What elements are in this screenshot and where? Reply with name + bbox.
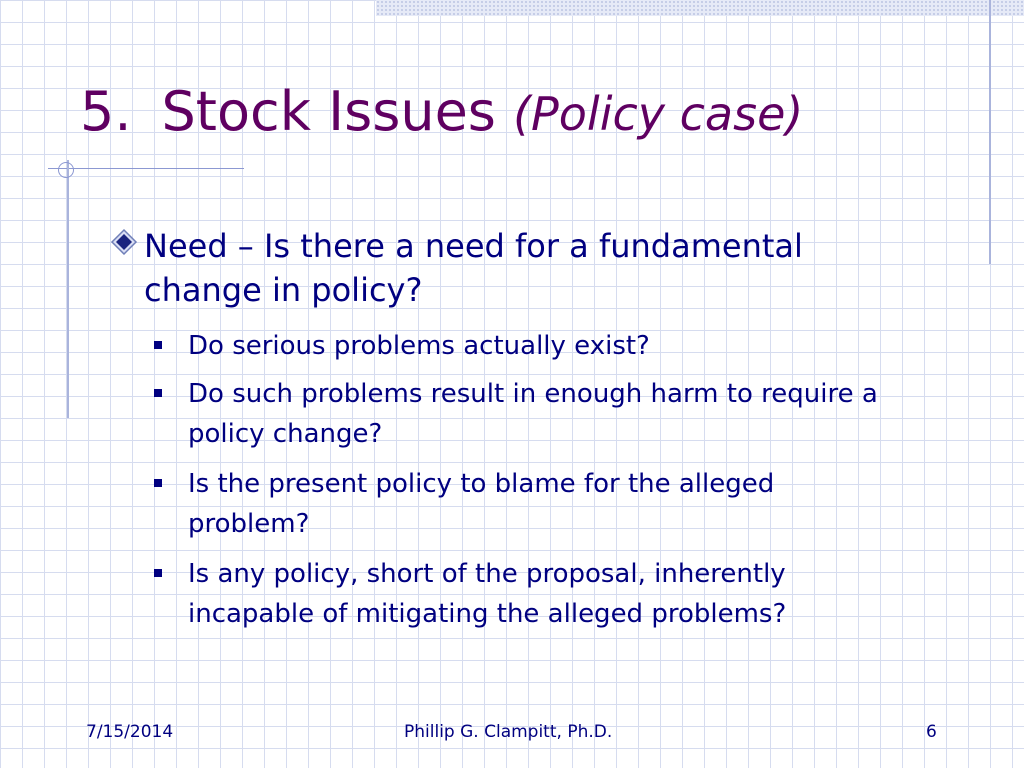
footer-page-number: 6 — [926, 722, 937, 742]
bullet-level2-text: Do such problems result in enough harm to require a policy change? — [188, 379, 878, 449]
bullet-level2-text: Is the present policy to blame for the alleged problem? — [188, 469, 775, 539]
title-number: 5. — [80, 80, 132, 143]
square-bullet-icon — [154, 389, 162, 397]
square-bullet-icon — [154, 479, 162, 487]
footer-date: 7/15/2014 — [86, 722, 174, 742]
bullet-level2-item — [154, 374, 884, 454]
square-bullet-icon — [154, 341, 162, 349]
decorative-crosshair-icon — [58, 162, 74, 178]
bullet-level2-item — [154, 554, 884, 634]
bullet-level2-text: Do serious problems actually exist? — [188, 331, 650, 361]
decorative-vertical-line-left — [67, 160, 69, 418]
decorative-title-underline — [48, 168, 244, 169]
diamond-bullet-icon — [104, 224, 144, 264]
decorative-vertical-line-right — [989, 0, 991, 264]
bullet-level1 — [104, 224, 904, 312]
square-bullet-icon — [154, 569, 162, 577]
slide-title — [80, 80, 803, 145]
bullet-level2-item — [154, 326, 884, 366]
decorative-top-band — [376, 0, 1024, 16]
title-subtitle: (Policy case) — [513, 87, 804, 141]
bullet-level2-item — [154, 464, 884, 544]
footer-author: Phillip G. Clampitt, Ph.D. — [404, 722, 613, 742]
bullet-level2-text: Is any policy, short of the proposal, inherently incapable of mitigating the alleged problems? — [188, 559, 787, 629]
title-main: Stock Issues — [161, 80, 496, 143]
bullet-level1-text: Need – Is there a need for a fundamental change in policy? — [144, 227, 803, 309]
